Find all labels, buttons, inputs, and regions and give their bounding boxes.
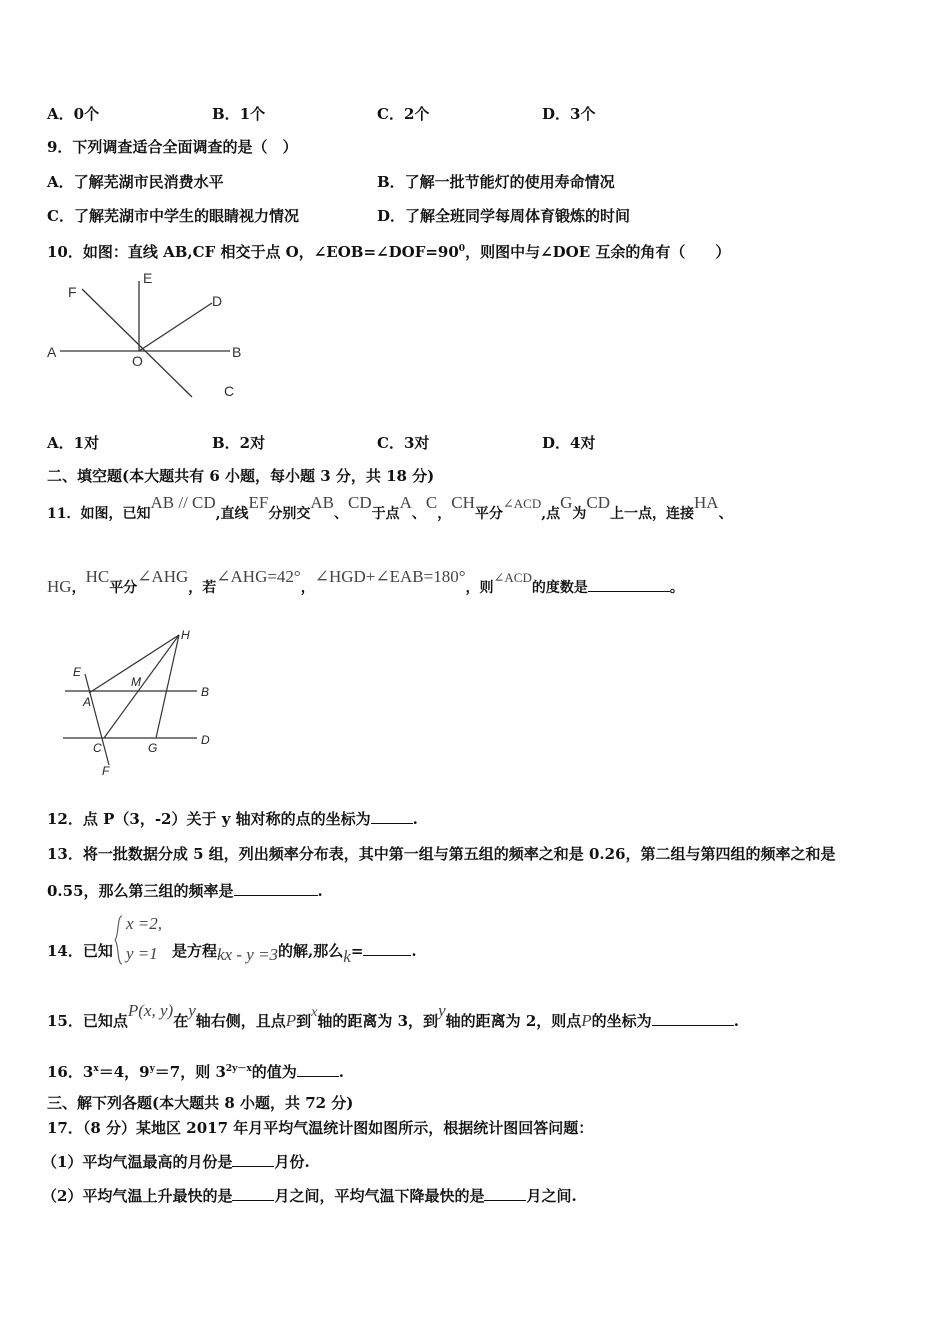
q10-option-c: C．3对 <box>377 434 430 452</box>
q15: 15．已知点P(x, y)在y轴右侧，且点P到x轴的距离为 3，到y轴的距离为 2，则点P的坐标为 . <box>47 1001 739 1030</box>
label-d: D <box>201 733 210 747</box>
label-m: M <box>131 675 141 689</box>
label-e: E <box>73 665 82 679</box>
line-fc <box>82 289 192 397</box>
q14-brace <box>114 914 124 966</box>
q10-stem: 10．如图：直线 AB,CF 相交于点 O，$\angle EOB=\angle DOF=90^0$，则图中与∠DOE 互余的角有（ ） <box>47 243 731 261</box>
label-f: F <box>68 284 77 300</box>
label-a: A <box>47 344 57 360</box>
q17-stem: 17．（8 分）某地区 2017 年月平均气温统计图如图所示，根据统计图回答问题： <box>47 1119 594 1137</box>
q17-sub2-blank-1 <box>232 1186 274 1201</box>
label-o: O <box>132 353 143 369</box>
q8-option-a: A．0个 <box>47 105 100 123</box>
q12: 12．点 P（3，-2）关于 y 轴对称的点的坐标为 . <box>47 810 418 828</box>
q11-answer-blank <box>588 577 670 592</box>
q17-sub2: （2）平均气温上升最快的是 月之间，平均气温下降最快的是 月之间. <box>42 1187 577 1205</box>
q9-option-a: A．了解芜湖市民消费水平 <box>47 173 224 191</box>
q11-line2: HG，HC平分∠AHG，若∠AHG=42°，∠HGD+∠EAB=180°，则∠ACD的度数是 。 <box>47 567 684 596</box>
q17-sub2-blank-2 <box>484 1186 526 1201</box>
q11-figure <box>55 622 230 782</box>
line-od <box>139 303 212 351</box>
label-b: B <box>232 344 242 360</box>
q14-answer-blank <box>363 941 411 956</box>
q14-system-eq2: y =1 <box>126 944 158 963</box>
label-g: G <box>148 741 158 755</box>
q12-answer-blank <box>371 809 413 824</box>
q17-sub1: （1）平均气温最高的月份是 月份. <box>42 1153 310 1171</box>
q17-sub1-blank <box>232 1152 274 1167</box>
label-c: C <box>93 741 102 755</box>
label-e: E <box>143 270 153 286</box>
q8-option-d: D．3个 <box>542 105 596 123</box>
q10-option-d: D．4对 <box>542 434 596 452</box>
q16-answer-blank <box>297 1062 339 1077</box>
section2-heading: 二、填空题(本大题共有 6 小题，每小题 3 分，共 18 分) <box>47 467 435 485</box>
q16: 16．$3^x=4$，$9^y=7$，则 $3^{2y-x}$的值为 . <box>47 1063 345 1081</box>
q10-option-a: A．1对 <box>47 434 100 452</box>
label-h: H <box>181 628 190 642</box>
q10-figure <box>40 265 260 410</box>
q11-line1: 11．如图，已知AB // CD,直线EF分别交AB、CD于点A、C，CH平分∠ACD,点G为CD上一点，连接HA、 <box>47 493 733 522</box>
label-b: B <box>201 685 210 699</box>
q13-line2: 0.55，那么第三组的频率是 . <box>47 882 323 900</box>
q14-rest: 是方程kx - y =3的解,那么k= . <box>172 942 417 966</box>
q14-label: 14．已知 <box>47 942 113 960</box>
q8-option-b: B．1个 <box>212 105 266 123</box>
q13-line1: 13．将一批数据分成 5 组，列出频率分布表，其中第一组与第五组的频率之和是 0.26，第二组与第四组的频率之和是 <box>47 845 836 863</box>
q15-answer-blank <box>652 1011 734 1026</box>
label-a: A <box>83 695 92 709</box>
q14-system-eq1: x =2, <box>126 914 163 933</box>
q13-answer-blank <box>234 881 318 896</box>
section3-heading: 三、解下列各题(本大题共 8 小题，共 72 分) <box>47 1094 354 1112</box>
label-c: C <box>224 383 235 399</box>
q9-option-c: C．了解芜湖市中学生的眼睛视力情况 <box>47 207 299 225</box>
q10-option-b: B．2对 <box>212 434 266 452</box>
q9-option-d: D．了解全班同学每周体育锻炼的时间 <box>377 207 631 225</box>
label-f: F <box>102 764 110 778</box>
q9-stem: 9．下列调查适合全面调查的是（ ） <box>47 138 298 156</box>
q8-option-c: C．2个 <box>377 105 430 123</box>
label-d: D <box>212 293 223 309</box>
q9-option-b: B．了解一批节能灯的使用寿命情况 <box>377 173 615 191</box>
